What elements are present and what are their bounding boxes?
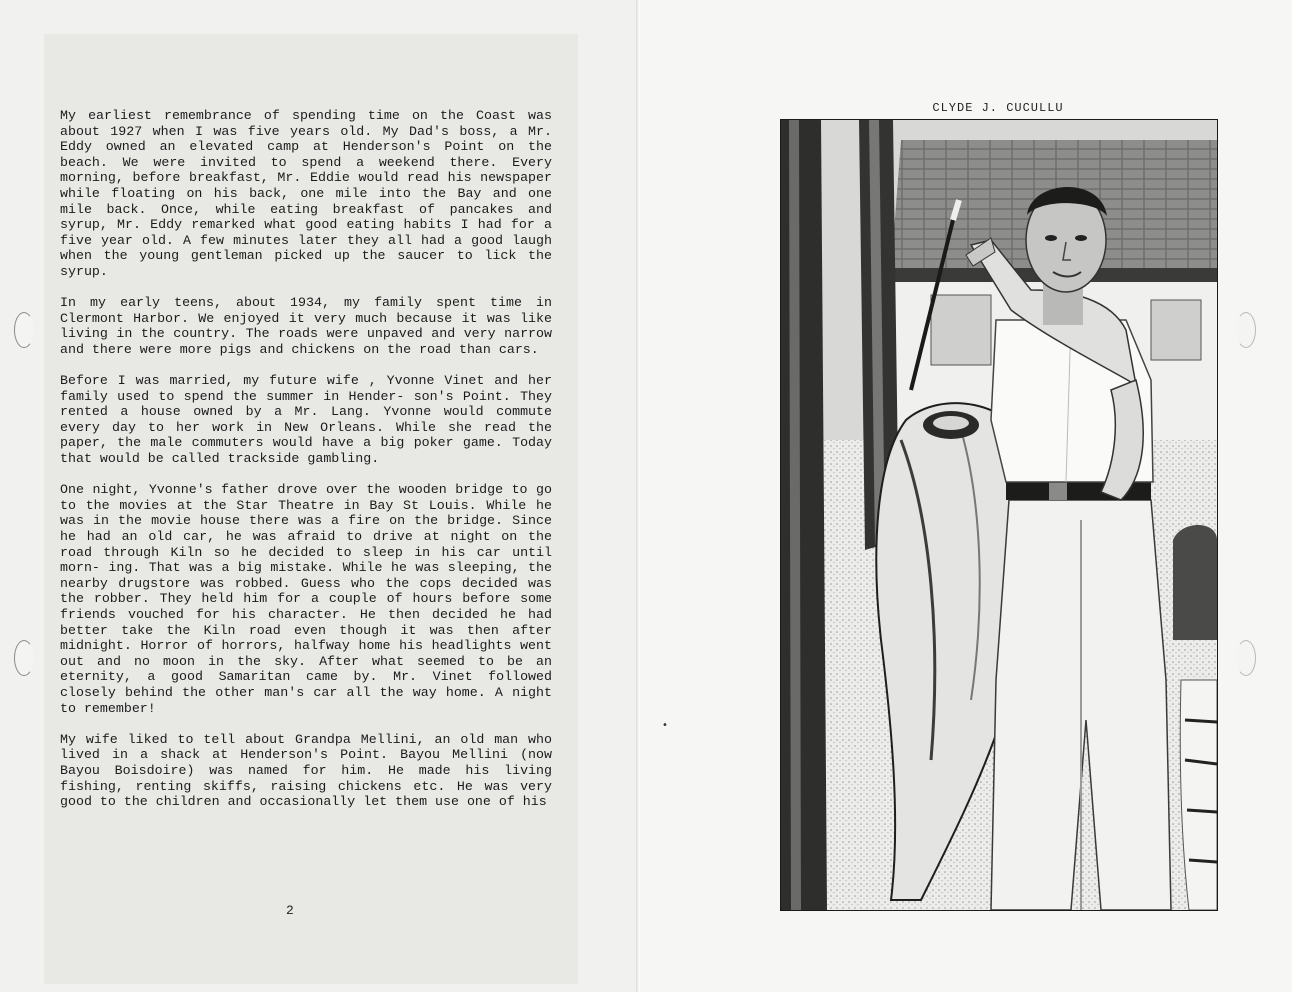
fisherman-photo [780, 119, 1218, 911]
stray-mark: • [662, 720, 668, 731]
paragraph-yvonne-vinet: Before I was married, my future wife , Yvonne Vinet and her family used to spend the summer in Hender- son's Point. They rented a house owned by a Mr. Lang. Yvonne would commute every day to her work in New Orleans. While she read the paper, the male commuters would have a big poker game. Today that would be called trackside gambling. [60, 373, 552, 467]
paragraph-earliest-remembrance: My earliest remembrance of spending time on the Coast was about 1927 when I was five years old. My Dad's boss, a Mr. Eddy owned an elevated camp at Henderson's Point on the beach. We were invited to spend a weekend there. Every morning, before breakfast, Mr. Eddie would read his newspaper while floating on his back, one mile into the Bay and one mile back. Once, while eating breakfast of pancakes and syrup, Mr. Eddy remarked what good eating habits I had for a five year old. A few minutes later they all had a good laugh when the young gentleman picked up the saucer to lick the syrup. [60, 108, 552, 279]
paragraph-night-to-remember: One night, Yvonne's father drove over the wooden bridge to go to the movies at the Star Theatre in Bay St Louis. While he was in the movie house there was a fire on the bridge. Since he had an old car, he was afraid to drive at night on the road through Kiln so he decided to sleep in his car until morn- ing. That was a big mistake. While he was sleeping, the nearby drugstore was robbed. Guess who the cops decided was the robber. They held him for a couple of hours before some friends vouched for his character. He then decided he had better take the Kiln road even though it was then after midnight. Horror of horrors, halfway home his headlights went out and no moon in the sky. After what seemed to be an eternity, a good Samaritan came by. Mr. Vinet followed closely behind the other man's car all the way home. A night to remember! [60, 482, 552, 716]
photo-caption: CLYDE J. CUCULLU [932, 101, 1064, 115]
punch-hole-icon [1236, 312, 1256, 348]
memoir-text-column [60, 108, 552, 825]
punch-hole-icon [14, 312, 34, 348]
punch-hole-icon [14, 640, 34, 676]
paragraph-clermont-harbor: In my early teens, about 1934, my family spent time in Clermont Harbor. We enjoyed it very much because it was like living in the country. The roads were unpaved and very narrow and there were more pigs and chickens on the road than cars. [60, 295, 552, 357]
punch-hole-icon [1236, 640, 1256, 676]
page-number: 2 [286, 903, 294, 918]
paragraph-grandpa-mellini: My wife liked to tell about Grandpa Mellini, an old man who lived in a shack at Henderson's Point. Bayou Mellini (now Bayou Boisdoire) was named for him. He made his living fishing, renting skiffs, raising chickens etc. He was very good to the children and occasionally let them use one of his [60, 731, 552, 810]
left-page [0, 0, 638, 992]
